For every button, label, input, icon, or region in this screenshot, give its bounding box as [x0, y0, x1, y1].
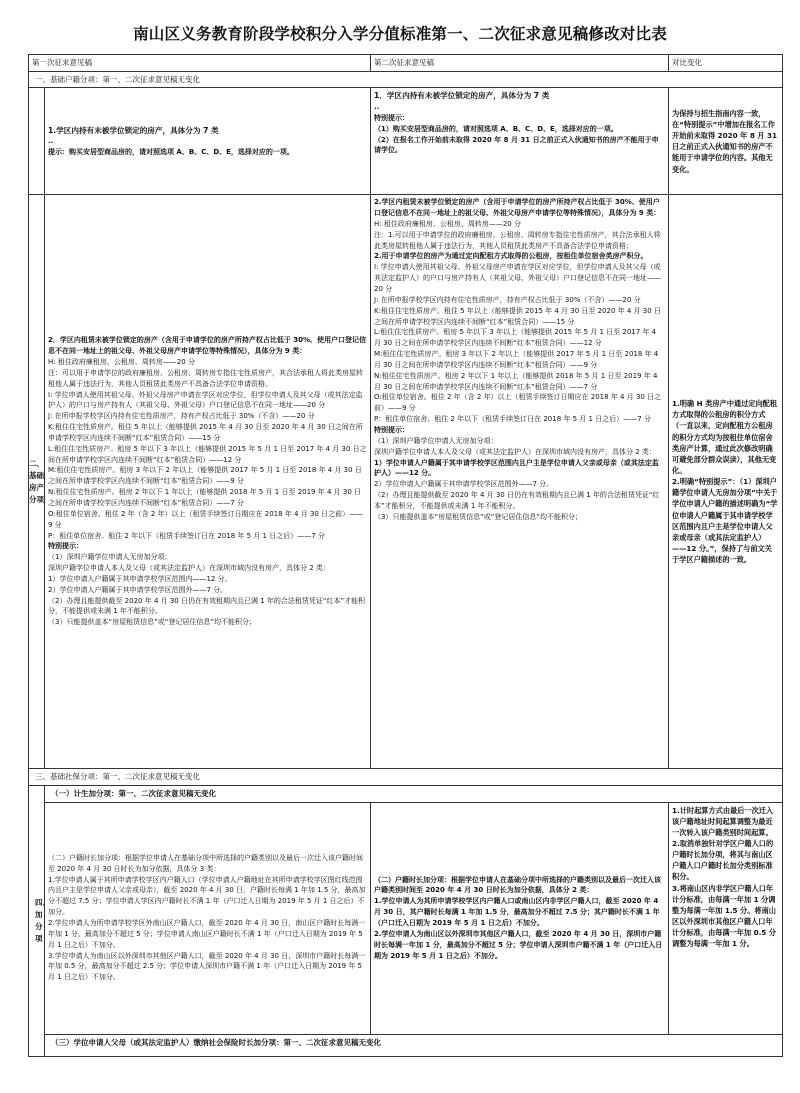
- row-label-1: [29, 88, 45, 195]
- row-household-duration: [29, 802, 783, 1034]
- row2-second-i: I: 学位申请人使用其祖父母、外祖父母房产申请在学区对应学位，但学位申请人及其父母（或其法定监护人）的户口与房产持有人（其祖父母、外祖父母）户口登记信息不在同一地址——20 分: [374, 263, 661, 293]
- row2-second-hint-3: （3）只能提供盖本“房屋租赁信息”或“登记居住信息”均不能积分；: [374, 512, 582, 521]
- row1-second-hint-2: （2）在报名工作开始前未取得 2020 年 8 月 31 日之前正式入伙通知书的房产不能用于申请学位。: [374, 135, 659, 155]
- row2-second-hint-1-desc: 深圳户籍学位申请人本人及父母（或其法定监护人）在深圳市域内没有房产，具体分 2 类：: [374, 447, 656, 456]
- header-first-draft: 第一次征求意见稿: [29, 55, 371, 72]
- row2-second-n: N:租住住宅性质房产。租房 2 年以下 1 年以上（能够提供 2018 年 5 月 1 日至 2019 年 4 月 30 日之间在所申请学校学区内连续不间断“红本”租赁合同）——7 分: [374, 371, 658, 391]
- row2-first-hint-1-a: 1）学位申请人户籍属于其申请学校学区范围内——12 分。: [48, 574, 232, 583]
- row2-change-2: 2.明确“特别提示”：（1）深圳户籍学位申请人无房加分项”中关于学位申请人户籍的描述明确为“学位申请人户籍属于其申请学校学区范围内且户主是学位申请人父亲或母亲（或其法定监护人）——12 分。”，保持了与前文关于学区户籍描述的一致。: [672, 477, 778, 565]
- row1-first-dots: ..: [48, 137, 54, 146]
- row2-second-o: O:租住单位宿舍。租住 2 年（含 2 年）以上（租赁手续签订日期应在 2018 年 4 月 30 日之前）——9 分: [374, 393, 662, 413]
- row1-first: [45, 88, 371, 195]
- row2-first-intro: 2．学区内租赁未被学位锁定的房产（含用于申请学位的房产所持产权占比低于 30%、使用户口登记信息不在同一地址上的祖父母、外祖父母房产申请学位等特殊情况），具体分为 9 类：: [48, 336, 367, 356]
- row2-second-k: K:租住住宅性质房产。租住 5 年以上（能够提供 2015 年 4 月 30 日至 2020 年 4 月 30 日之间在所申请学校学区内连续不间断“红本”租赁合同）——15 分: [374, 306, 661, 326]
- row4b-first-2: 2.学位申请人为所申请学校学区外南山区户籍人口，截至 2020 年 4 月 30 日，南山区户籍时长每满一年加 1 分，最高加分不超过 5 分；学位申请人南山区户籍时长不满 1 年（户口迁入日期为 2019 年 5 月 1 日之后）不加分。: [48, 919, 366, 949]
- row2-second-note-1: 注：1.可以用于申请学位的政府廉租房、公租房、周转房专指住宅性质房产，其合法承租人将此类房屋转租他人属于违法行为，其他人员租赁此类房产不具备合法学位申请资格；: [374, 230, 661, 250]
- row2-first-hint-1-desc: 深圳户籍学位申请人本人及父母（或其法定监护人）在深圳市域内没有房产，具体分 2 类：: [48, 564, 330, 573]
- section-4c-heading: （三）学位申请人父母（或其法定监护人）缴纳社会保险时长加分项：第一、二次征求意见稿无变化: [45, 1034, 783, 1056]
- row2-first: [45, 195, 371, 769]
- row1-second-dots: ..: [374, 103, 380, 112]
- row1-first-heading: 1.学区内持有未被学位锁定的房产，具体分为 7 类: [48, 125, 219, 135]
- row2-second-hint-2: （2）办理且能提供截至 2020 年 4 月 30 日仍在有效租期内且已满 1 年的合法租赁凭证“红本”才能积分，不能提供或未满 1 年不能积分。: [374, 491, 660, 510]
- row2-second-intro: 2.学区内租赁未被学位锁定的房产（含用于申请学位的房产所持产权占比低于 30%、使用户口登记信息不在同一地址上的祖父母、外祖父母房产申请学位等特殊情况），具体分为 9 类：: [374, 198, 661, 218]
- row2-change: [669, 195, 783, 769]
- row2-first-hint-3: （3）只能提供盖本“房屋租赁信息”或“登记居住信息”均不能积分；: [48, 618, 256, 627]
- row2-first-n: N:租住住宅性质房产。租房 2 年以下 1 年以上（能够提供 2018 年 5 月 1 日至 2019 年 4 月 30 日之间在所申请学校学区内连续不间断“红本”租赁合同）——7 分: [48, 488, 361, 508]
- row2-second-hint-1: （1）深圳户籍学位申请人无房加分项：: [374, 436, 498, 445]
- row1-first-hint: 提示：购买安居型商品房的，请对照选项 A、B、C、D、E，选择对应的一项。: [48, 148, 294, 157]
- row2-first-hint-1: （1）深圳户籍学位申请人无房加分项：: [48, 553, 172, 562]
- row2-first-p: P：租住单位宿舍。租住 2 年以下（租赁手续签订日在 2018 年 5 月 1 日之后）——7 分: [48, 531, 325, 540]
- section-1-heading: 一、基础户籍分项：第一、二次征求意见稿无变化: [29, 71, 783, 88]
- row2-first-k: K:租住住宅性质房产。租住 5 年以上（能够提供 2015 年 4 月 30 日至 2020 年 4 月 30 日之间在所申请学校学区内连续不间断“红本”租赁合同）——15 分: [48, 423, 363, 442]
- row-house-ownership: [29, 88, 783, 195]
- row2-second-p: P：租住单位宿舍。租住 2 年以下（租赁手续签订日在 2018 年 5 月 1 日之后）——7 分: [374, 415, 651, 424]
- row1-second-heading: 1．学区内持有未被学位锁定的房产，具体分为 7 类: [374, 91, 550, 101]
- header-row: [29, 55, 783, 72]
- row2-first-hint-1-b: 2）学位申请人户籍属于其申请学校学区范围外——7 分。: [48, 585, 228, 594]
- row2-second-hint-1-a: 1）学位申请人户籍属于其申请学校学区范围内且户主是学位申请人父亲或母亲（或其法定监护人）——12 分。: [374, 458, 659, 478]
- row1-second-hint-1: （1）购买安居型商品房的，请对照选项 A、B、C、D、E，选择对应的一项。: [374, 124, 618, 133]
- row4b-first-1: 1.学位申请人属于其所申请学校学区内户籍人口（学位申请人户籍地址在其所申请学校学区图红线范围内且户主是学位申请人父亲或母亲），截至 2020 年 4 月 30 日，户籍时长每满 1 年加 1.5 分，最高加分不超过 7.5 分；学位申请人学区内户籍时长不满 1 年（户口迁入日期为 2019 年 5 月 1 日之后）不加分。: [48, 875, 366, 917]
- row4b-change: [669, 802, 783, 1034]
- row2-second-m: M:租住住宅性质房产。租房 3 年以下 2 年以上（能够提供 2017 年 5 月 1 日至 2018 年 4 月 30 日之间在所申请学校学区内连续不间断“红本”租赁合同）——9 分: [374, 350, 659, 369]
- row2-first-note: 注：可以用于申请学位的政府廉租房、公租房、周转房专指住宅性质房产，其合法承租人将此类房屋转租他人属于违法行为，其他人员租赁此类房产不具备合法学位申请资格。: [48, 368, 363, 388]
- row2-second-note-2: 2.用于申请学位的房产为通过定向配租方式取得的公租房，按租住单位宿舍类房产积分。: [374, 252, 648, 261]
- section-row-1: [29, 71, 783, 88]
- row-label-2: 二、基础房产分项: [29, 195, 45, 769]
- section-row-3: [29, 769, 783, 786]
- section-3-heading: 三、基础社保分项：第一、二次征求意见稿无变化: [29, 769, 783, 786]
- row2-second: [371, 195, 669, 769]
- row-house-rental: [29, 195, 783, 769]
- row2-second-hint-1-b: 2）学位申请人户籍属于其申请学校学区范围外——7 分。: [374, 480, 554, 489]
- row2-second-l: L:租住住宅性质房产。租房 5 年以下 3 年以上（能够提供 2015 年 5 月 1 日至 2017 年 4 月 30 日之间在所申请学校学区内连续不间断“红本”租赁合同）——12 分: [374, 328, 657, 348]
- row2-first-o: O:租住单位宿舍。租住 2 年（含 2 年）以上（租赁手续签订日期应在 2018 年 4 月 30 日之前）——9 分: [48, 509, 364, 529]
- section-4a-heading: （一）计生加分项：第一、二次征求意见稿无变化: [45, 785, 783, 802]
- row2-change-1: 1.明确 H 类房产中通过定向配租方式取得的公租房的积分方式（一直以来，定向配租方公租房的积分方式均为按租住单位宿舍类房产计算，通过此次修改明确可避免部分群众误读），其他无变化。: [672, 399, 778, 476]
- row4b-second-1: 1.学位申请人为其所申请学校学区内户籍人口或南山区内非学区户籍人口，截至 2020 年 4 月 30 日，其户籍时长每满 1 年加 1.5 分，最高加分不超过 7.5 分；其户籍时长不满 1 年（户口迁入日期为 2019 年 5 月 1 日之后）不加分。: [374, 897, 660, 927]
- row2-first-h: H: 租住政府廉租房、公租房、周转房——20 分: [48, 358, 195, 367]
- row4b-first-3: 3.学位申请人为南山区以外深圳市其他区户籍人口，截至 2020 年 4 月 30 日，深圳市户籍时长每满一年加 0.5 分，最高加分不超过 2.5 分；学位申请人深圳市户籍不满 1 年（户口迁入日期为 2019 年 5 月 1 日之后）不加分。: [48, 951, 366, 982]
- row2-first-m: M:租住住宅性质房产。租房 3 年以下 2 年以上（能够提供 2017 年 5 月 1 日至 2018 年 4 月 30 日之间在所申请学校学区内连续不间断“红本”租赁合同）——9 分: [48, 466, 362, 486]
- row4b-change-2: 2.取消单独针对学区户籍人口的户籍时长加分项，将其与南山区户籍人口户籍时长加分类别标准积分。: [672, 838, 774, 882]
- row2-first-hint-title: 特别提示：: [48, 542, 83, 551]
- row4b-second-intro: （二）户籍时长加分项：根据学位申请人在基础分项中所选择的户籍类别以及最后一次迁入该户籍类别时间至 2020 年 4 月 30 日时长为加分依据，具体分 2 类：: [374, 875, 661, 895]
- row2-first-hint-2: （2）办理且能提供截至 2020 年 4 月 30 日仍在有效租期内且已满 1 年的合法租赁凭证“红本”才能积分，不能提供或未满 1 年不能积分。: [48, 596, 366, 616]
- row4b-second-2: 2.学位申请人为南山区以外深圳市其他区户籍人口，截至 2020 年 4 月 30 日，深圳市户籍时长每满一年加 1 分，最高加分不超过 5 分；学位申请人深圳市户籍不满 1 年（户口迁入日期为 2019 年 5 月 1 日之后）不加分。: [374, 929, 663, 960]
- row2-first-l: L:租住住宅性质房产。租房 5 年以下 3 年以上（能够提供 2015 年 5 月 1 日至 2017 年 4 月 30 日之间在所申请学校学区内连续不间断“红本”租赁合同）——12 分: [48, 444, 367, 464]
- row4b-change-3: 3.将南山区内非学区户籍人口年计分标准，由每满一年加 1 分调整为每满一年加 1.5 分。将南山区以外深圳市其他区户籍人口年计分标准，由每满一年加 0.5 分调整为每满一年加 1 分。: [672, 883, 776, 949]
- row1-second: [371, 88, 669, 195]
- row2-second-h: H: 租住政府廉租房、公租房、周转房——20 分: [374, 219, 521, 228]
- row2-first-i: I: 学位申请人使用其祖父母、外祖父母房产申请在学区对应学位，但学位申请人及其父母（或其法定监护人）的户口与房产持有人（其祖父母、外祖父母）户口登记信息不在同一地址——20 分: [48, 390, 363, 410]
- page-title: 南山区义务教育阶段学校积分入学分值标准第一、二次征求意见稿修改对比表: [133, 25, 667, 43]
- row2-second-j: J: 在所申报学校学区内持有住宅性质房产，持有产权占比低于 30%（不含）——20 分: [374, 295, 641, 304]
- row2-first-j: J: 在所申报学校学区内持有住宅性质房产，持有产权占比低于 30%（不含）——20 分: [48, 412, 315, 421]
- row1-second-hint-title: 特别提示：: [374, 113, 409, 122]
- row-label-4: 四、加分项: [29, 785, 45, 1056]
- header-changes: 对比变化: [669, 55, 783, 72]
- row2-second-hint-title: 特别提示：: [374, 425, 409, 434]
- section-row-4a: [29, 785, 783, 802]
- header-second-draft: 第二次征求意见稿: [371, 55, 669, 72]
- row4b-first-intro: （二）户籍时长加分项：根据学位申请人在基础分项中所选择的户籍类别以及最后一次迁入该户籍时间至 2020 年 4 月 30 日时长为加分依据，具体分 3 类：: [48, 853, 363, 873]
- row4b-change-1: 1.计时起算方式由最后一次迁入该户籍地址时间起算调整为最近一次转入该户籍类别时间起算。: [672, 805, 774, 837]
- section-row-4c: [29, 1034, 783, 1056]
- row1-change: 为保持与招生指南内容一致，在“特别提示”中增加在报名工作开始前未取得 2020 年 8 月 31 日之前正式入伙通知书的房产不能用于申请学位的内容。其他无变化。: [669, 88, 783, 195]
- comparison-table: [28, 54, 783, 1057]
- row4b-first: [45, 802, 371, 1034]
- row4b-second: [371, 802, 669, 1034]
